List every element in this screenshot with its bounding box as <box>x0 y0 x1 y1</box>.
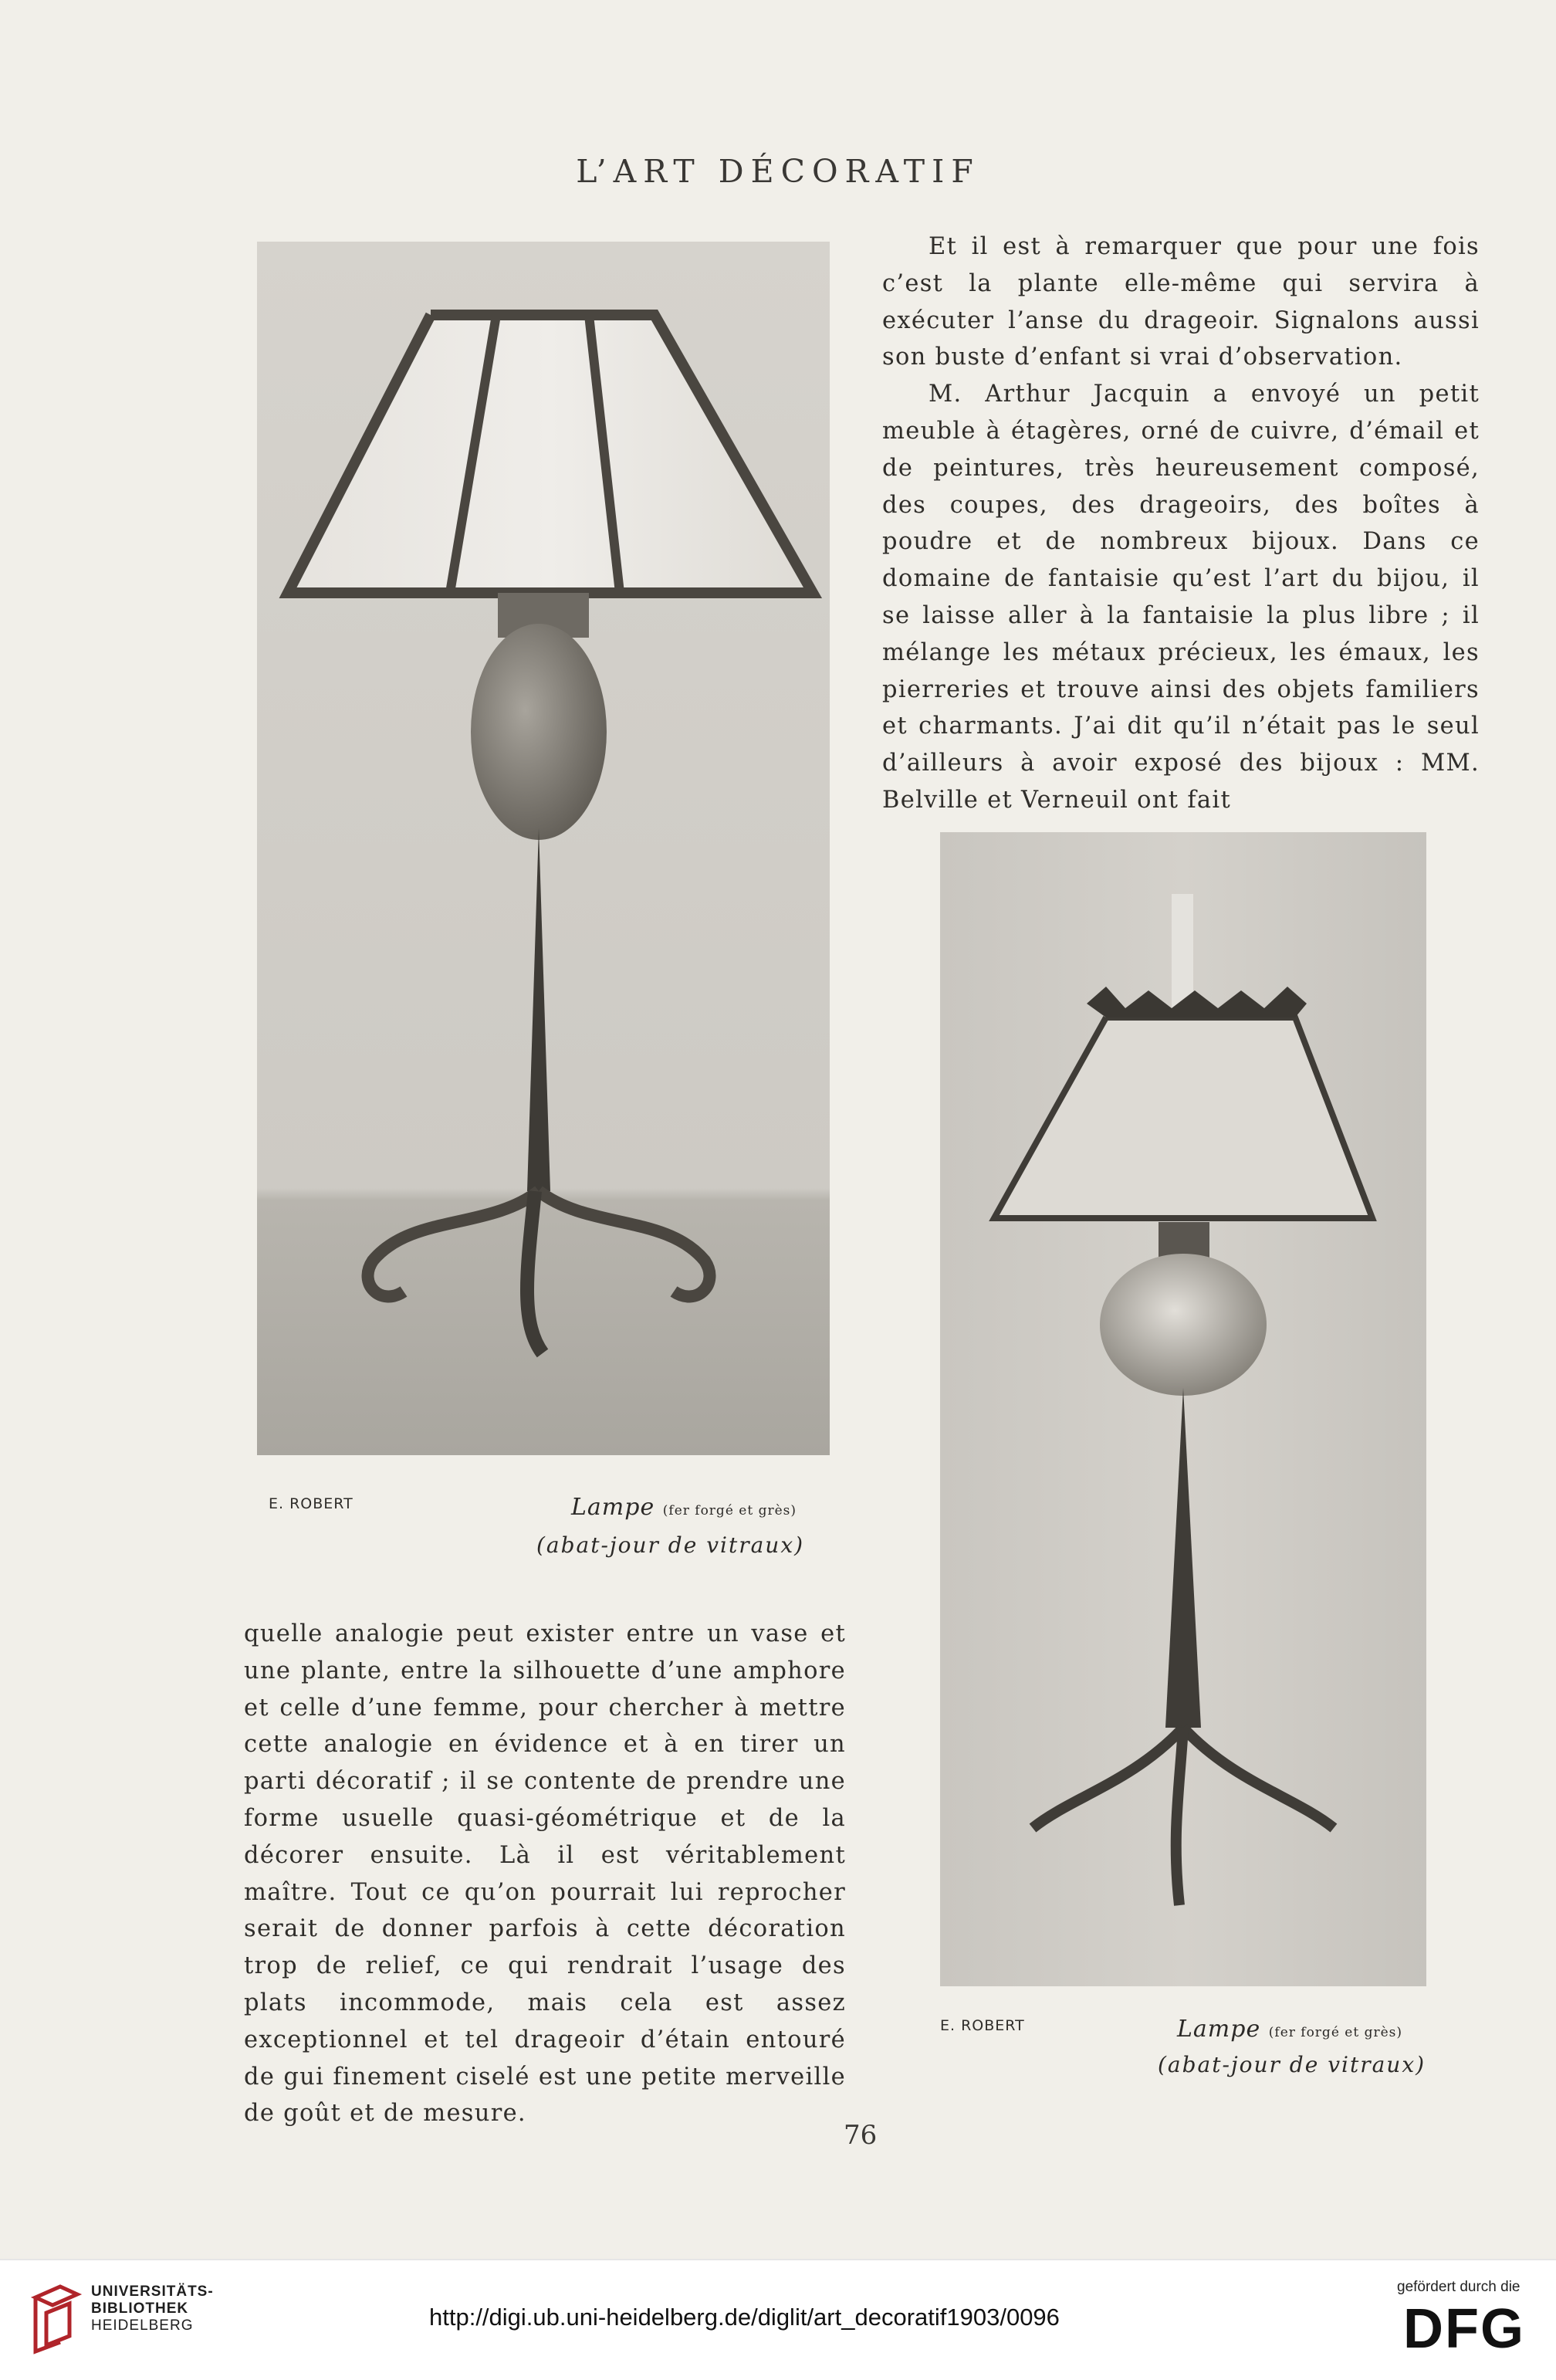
paragraph-1: Et il est à remarquer que pour une fois c’est la plante elle-même qui servira à exécuter l’anse du drageoir. Signalons aussi son buste d’enfant si vrai d’observation. <box>882 233 1480 371</box>
dfg-logo: DFG <box>1403 2298 1525 2360</box>
library-name <box>91 2284 214 2334</box>
figure-2-title <box>1177 2016 1402 2043</box>
paragraph-3: quelle analogie peut exister entre un vase et une plante, entre la silhouette d’une amphore et celle d’une femme, pour chercher à mettre cette analogie en évidence et à en tirer un parti décoratif ; il se contente de prendre une forme usuelle quasi-géométrique et de la décorer ensuite. Là il est véritablement maître. Tout ce qu’on pourrait lui reprocher serait de donner parfois à cette décoration trop de relief, ce qui rendrait l’usage des plats incommode, mais cela est assez exceptionnel et tel drageoir d’étain entouré de gui finement ciselé est une petite merveille de goût et de mesure. <box>244 1620 846 2128</box>
figure-1-material: (fer forgé et grès) <box>662 1503 797 1518</box>
page-title: L’ART DÉCORATIF <box>576 153 980 190</box>
page-number: 76 <box>844 2120 878 2151</box>
footer-bar <box>0 2259 1556 2380</box>
library-logo-icon <box>31 2282 82 2356</box>
lamp-photo-2 <box>940 832 1426 1986</box>
library-name-line-3: HEIDELBERG <box>91 2317 194 2334</box>
source-url-link[interactable]: http://digi.ub.uni-heidelberg.de/diglit/art_decoratif1903/0096 <box>429 2304 1060 2331</box>
lamp-photo-1 <box>257 242 830 1455</box>
funded-by-label: gefördert durch die <box>1397 2279 1520 2295</box>
figure-1-credit: E. ROBERT <box>269 1495 353 1512</box>
library-name-line-2: BIBLIOTHEK <box>91 2300 189 2317</box>
left-column-bottom <box>244 1616 846 2132</box>
library-name-line-1: UNIVERSITÄTS- <box>91 2284 214 2300</box>
right-column-top <box>882 229 1480 819</box>
figure-1-subtitle: (abat-jour de vitraux) <box>536 1532 805 1558</box>
figure-2-material: (fer forgé et grès) <box>1268 2025 1403 2040</box>
figure-1-title-text: Lampe <box>571 1494 655 1521</box>
paragraph-2: M. Arthur Jacquin a envoyé un petit meuble à étagères, orné de cuivre, d’émail et de peintures, très heureusement composé, des coupes, des drageoirs, des boîtes à poudre et de nombreux bijoux. Dans ce domaine de fantaisie qu’est l’art du bijou, il se laisse aller à la fantaisie la plus libre ; il mélange les métaux précieux, les émaux, les pierreries et trouve ainsi des objets familiers et charmants. J’ai dit qu’il n’était pas le seul d’ailleurs à avoir exposé des bijoux : MM. Belville et Verneuil ont fait <box>882 381 1480 814</box>
figure-2-subtitle: (abat-jour de vitraux) <box>1158 2052 1426 2077</box>
figure-2-title-text: Lampe <box>1177 2016 1261 2043</box>
figure-1-title <box>571 1494 797 1521</box>
figure-2-credit: E. ROBERT <box>940 2017 1025 2034</box>
